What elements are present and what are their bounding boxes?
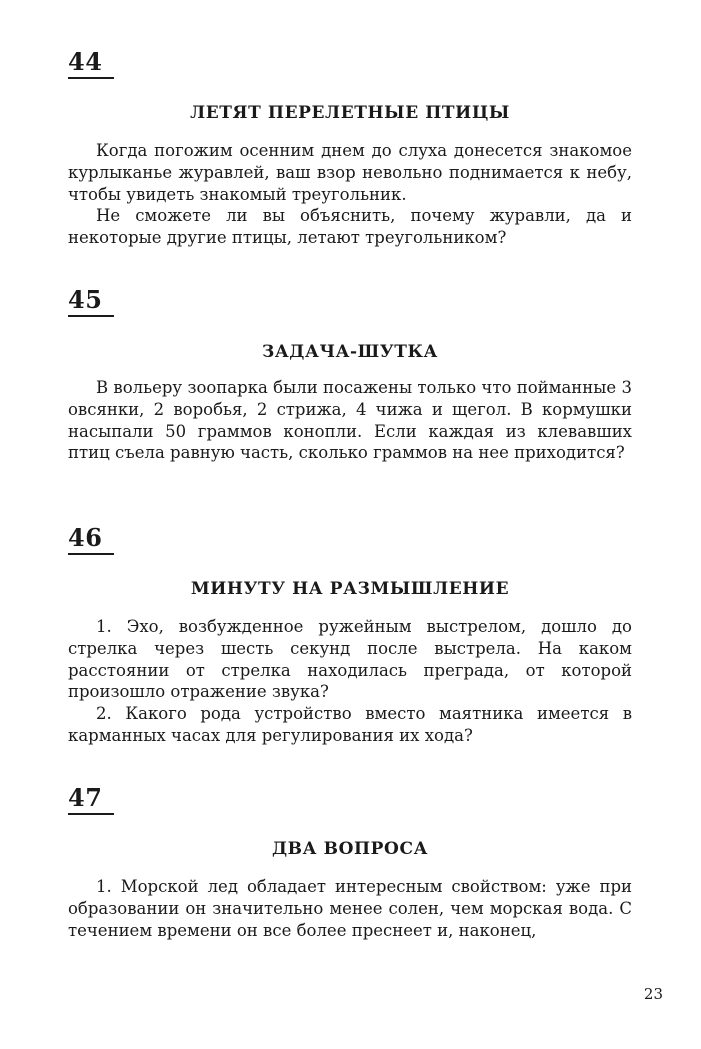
problem-title: ЛЕТЯТ ПЕРЕЛЕТНЫЕ ПТИЦЫ: [190, 103, 510, 123]
problem-title: МИНУТУ НА РАЗМЫШЛЕНИЕ: [190, 579, 510, 599]
problem-text: [68, 377, 632, 464]
problem-title: ДВА ВОПРОСА: [271, 839, 429, 859]
problem-text: [68, 616, 632, 747]
problem-text: [68, 876, 632, 941]
paragraph: 2. Какого рода устройство вместо маятника имеется в карманных часах для регулирования их хода?: [68, 704, 632, 745]
paragraph: 1. Эхо, возбужденное ружейным выстрелом, дошло до стрелка через шесть секунд после выстрела. На каком расстоянии от стрелка находилась преграда, от которой произошло отражение звука?: [68, 617, 632, 702]
problem-number: 46: [68, 524, 114, 555]
paragraph: В вольеру зоопарка были посажены только что пойманные 3 овсянки, 2 воробья, 2 стрижа, 4 чижа и щегол. В кормушки насыпали 50 граммов конопли. Если каждая из клевавших птиц съела равную часть, сколько граммов на нее приходится?: [68, 378, 632, 463]
problem-number: 44: [68, 48, 114, 79]
problem-text: [68, 140, 632, 249]
paragraph: Когда погожим осенним днем до слуха донесется знакомое курлыканье журавлей, ваш взор невольно поднимается к небу, чтобы увидеть знакомый треугольник.: [68, 141, 632, 204]
paragraph: Не сможете ли вы объяснить, почему журавли, да и некоторые другие птицы, летают треугольником?: [68, 206, 632, 248]
problem-number: 47: [68, 784, 114, 815]
problem-number: 45: [68, 286, 114, 317]
problem-title: ЗАДАЧА-ШУТКА: [261, 342, 438, 362]
page-number: 23: [643, 985, 663, 1003]
paragraph: 1. Морской лед обладает интересным свойством: уже при образовании он значительно менее солен, чем морская вода. С течением времени он все более преснеет и, наконец,: [68, 877, 632, 940]
